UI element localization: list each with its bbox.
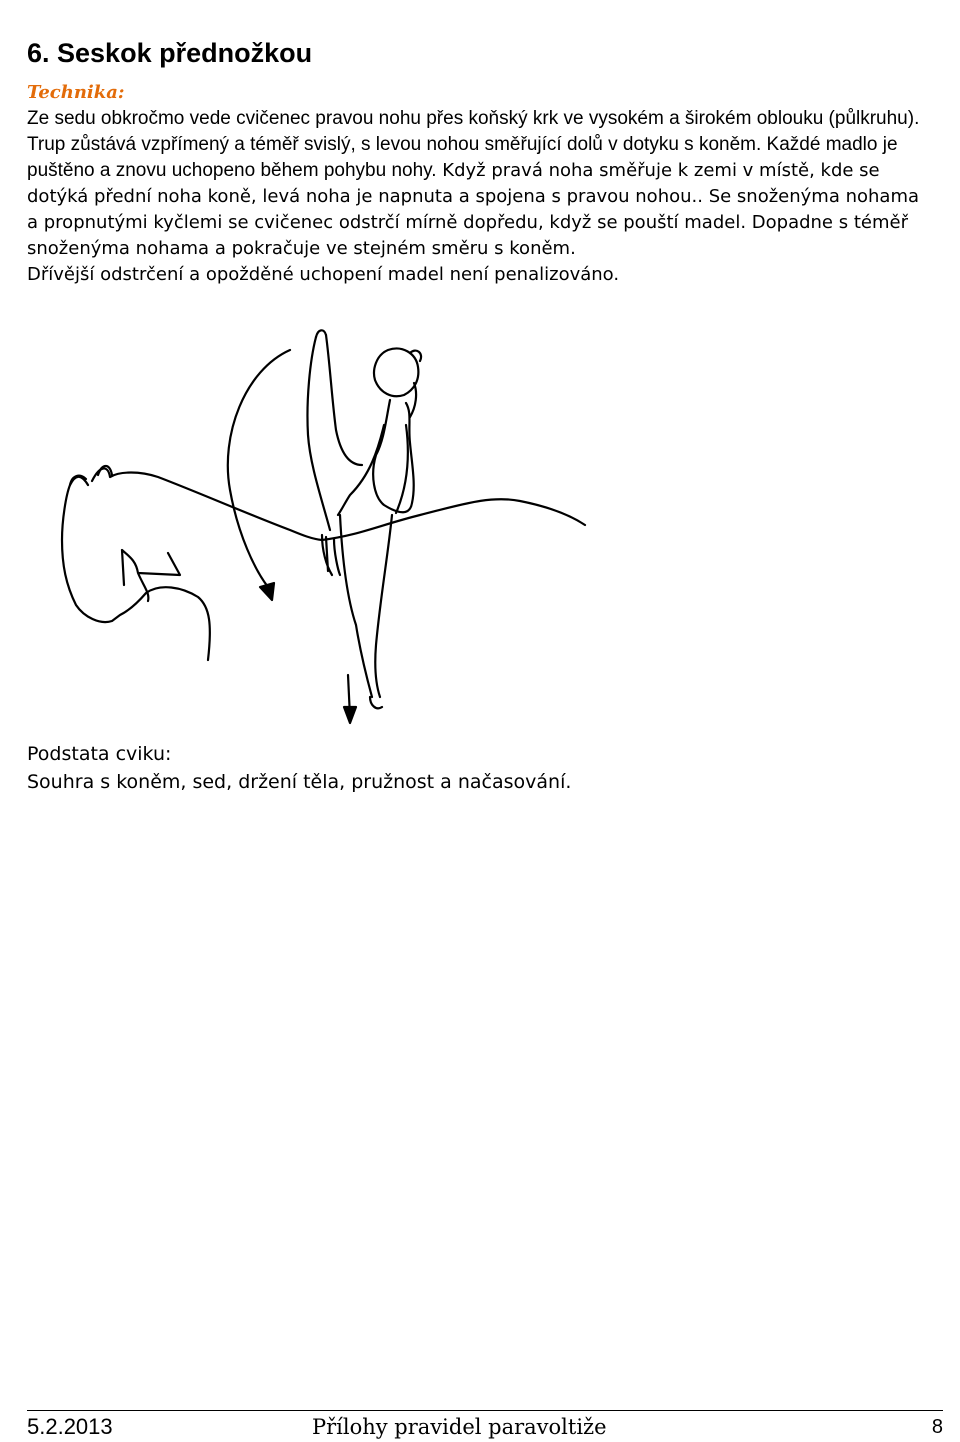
page-number: 8 [931, 1416, 943, 1438]
technique-label: Technika: [27, 82, 125, 103]
vaulter-foot [316, 330, 326, 337]
horse-outline [62, 468, 322, 660]
vaulter-leg-raised [307, 335, 362, 530]
footer-title: Přílohy pravidel paravoltiže [312, 1415, 607, 1439]
horse-bridle [122, 550, 180, 601]
handle-grip [322, 535, 340, 575]
vaulting-illustration [40, 325, 600, 725]
essence-text: Souhra s koněm, sed, držení těla, pružnost a načasování. [27, 771, 572, 793]
section-heading: 6. Seskok přednožkou [27, 38, 313, 68]
footer-divider [27, 1410, 943, 1411]
exercise-essence [27, 740, 571, 796]
description-paragraph-3: Dřívější odstrčení a opožděné uchopení madel není penalizováno. [27, 264, 620, 285]
vaulter-leg-down [340, 515, 392, 697]
description-paragraph-2: Když pravá noha směřuje k zemi v místě, kde se dotýká přední noha koně, levá noha je napnuta a spojena s pravou nohou.. Se snoženýma nohama a propnutými kyčlemi se cvičenec odstrčí mírně dopředu, když se pouští madel. Dopadne s téměř snoženýma nohama a pokračuje ve stejném směru s koněm. [27, 160, 920, 259]
horse-back-line [322, 499, 585, 540]
footer-date: 5.2.2013 [27, 1414, 113, 1439]
vaulter-head [374, 349, 418, 397]
technique-description [27, 106, 927, 288]
essence-label: Podstata cviku: [27, 743, 172, 765]
movement-arc [228, 350, 290, 587]
vaulter-feet [370, 697, 382, 708]
arrow-head-icon [260, 583, 274, 600]
down-arrow-icon [344, 707, 356, 723]
page-footer [27, 1412, 943, 1442]
description-paragraph-1: Ze sedu obkročmo vede cvičenec pravou nohu přes koňský krk ve vysokém a širokém oblouku (půlkruhu). Trup zůstává vzpřímený a téměř svislý, s levou nohou směřující dolů v dotyku s koněm. Každé madlo je puštěno a znovu uchopeno během pohybu nohy. [27, 108, 920, 181]
